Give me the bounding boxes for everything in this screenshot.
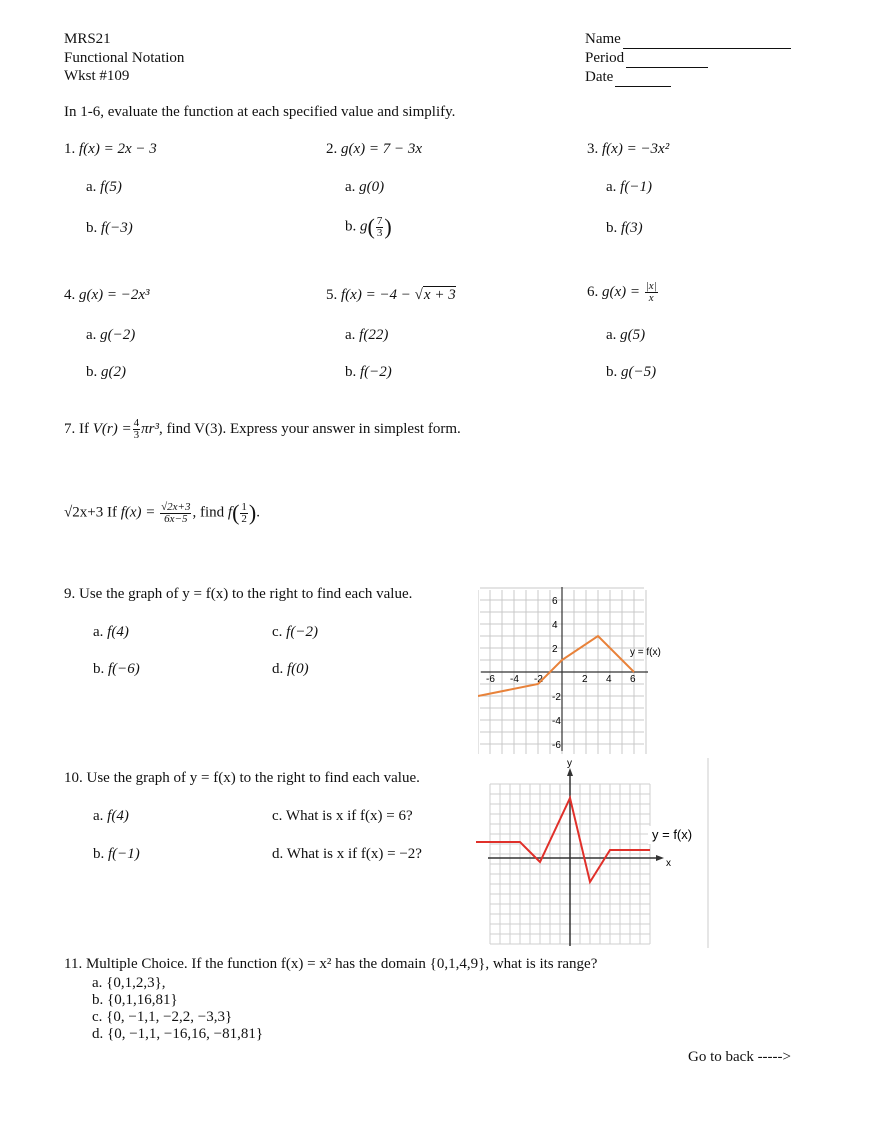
part-label: a. xyxy=(93,624,104,640)
problem-3 xyxy=(587,141,669,158)
problem-1 xyxy=(64,141,157,158)
problem-2b: b. g( $\frac{7}{3}$ ) xyxy=(345,214,392,239)
x-tick-label: -4 xyxy=(510,674,519,685)
problem-10c xyxy=(272,808,413,825)
part-label: c. xyxy=(272,808,283,824)
x-tick-label: -2 xyxy=(534,674,543,685)
x-tick-label: -6 xyxy=(486,674,495,685)
part-expression: f(4) xyxy=(107,808,129,824)
problem-5 xyxy=(326,287,456,304)
function-line xyxy=(476,798,650,882)
choice-b[interactable]: b. {0,1,16,81} xyxy=(92,992,178,1008)
part-label: b. xyxy=(86,364,98,380)
fraction-numerator: √2x+3 xyxy=(161,500,191,513)
problem-number: 9. xyxy=(64,586,76,602)
part-expression: f(5) xyxy=(100,179,122,195)
function-lhs: f(x) = xyxy=(120,504,156,521)
problem-text: If xyxy=(106,504,117,521)
part-label: a. xyxy=(345,179,356,195)
part-expression: f(−2) xyxy=(360,364,392,380)
function-label: y = f(x) xyxy=(652,827,693,842)
problem-function: f(x) = −3x² xyxy=(602,141,670,157)
problem-5b xyxy=(345,364,392,381)
part-expression: f(3) xyxy=(621,220,643,236)
part-label: b. xyxy=(345,218,357,235)
part-label: a. xyxy=(345,327,356,343)
problem-text: Use the graph of y = f(x) to the right to find each value. xyxy=(86,770,420,786)
fraction-denominator: 3 xyxy=(133,429,140,441)
problem-text: If xyxy=(79,420,89,437)
fraction-numerator: 7 xyxy=(376,214,383,227)
part-label: b. xyxy=(606,220,618,236)
y-tick-label: 4 xyxy=(552,620,558,631)
part-label: a. xyxy=(606,179,617,195)
graph-problem-10 xyxy=(474,758,714,953)
part-expression: g(2) xyxy=(101,364,126,380)
part-expression: g(0) xyxy=(359,179,385,195)
part-expression: f(−6) xyxy=(108,661,140,677)
problem-function: g(x) = xyxy=(602,283,641,300)
problem-10 xyxy=(64,770,420,787)
problem-text: , find xyxy=(192,504,225,521)
go-to-back-note: Go to back -----> xyxy=(688,1049,792,1065)
part-expression: f(22) xyxy=(359,327,389,343)
problem-4b xyxy=(86,364,126,381)
fraction-numerator: |x| xyxy=(645,280,657,292)
part-expression: g(−5) xyxy=(621,364,657,380)
student-info-block xyxy=(585,30,791,87)
problem-1a xyxy=(86,179,122,196)
problem-text: Use the graph of y = f(x) to the right to find each value. xyxy=(79,586,413,602)
problem-3a xyxy=(606,179,652,196)
problem-10d xyxy=(272,846,422,863)
problem-9a xyxy=(93,624,129,641)
part-expression: g(5) xyxy=(620,327,646,343)
fraction-denominator: 2 xyxy=(241,512,247,525)
part-expression: f(−1) xyxy=(620,179,652,195)
function-label: y = f(x) xyxy=(630,647,661,658)
choice-d[interactable]: d. {0, −1,1, −16,16, −81,81} xyxy=(92,1026,264,1042)
problem-8: √2x+3 If f(x) = $\frac{√2x+3}{6x-5}$ , find f( $\frac{1}{2}$ ). xyxy=(64,500,260,525)
y-tick-label: -2 xyxy=(552,692,561,703)
x-tick-label: 2 xyxy=(582,674,588,685)
problem-number: 3. xyxy=(587,141,599,157)
radicand: x + 3 xyxy=(423,287,456,303)
period-label: Period xyxy=(585,50,625,66)
fraction-numerator: 4 xyxy=(133,417,140,429)
name-label: Name xyxy=(585,31,621,47)
y-tick-label: -6 xyxy=(552,740,561,751)
fraction-denominator: x xyxy=(648,292,654,304)
part-function-name: f xyxy=(227,504,233,521)
part-expression: What is x if f(x) = 6? xyxy=(285,808,413,824)
worksheet-number: Wkst #109 xyxy=(64,68,130,84)
problem-5a xyxy=(345,327,388,344)
problem-text: , find V(3). Express your answer in simplest form. xyxy=(158,420,461,437)
volume-rhs: πr³ xyxy=(141,420,159,437)
part-label: b. xyxy=(93,846,105,862)
problem-9 xyxy=(64,586,412,603)
y-axis-label: y xyxy=(567,758,572,769)
choice-a[interactable]: a. {0,1,2,3}, xyxy=(92,975,166,991)
problem-number: 1. xyxy=(64,141,76,157)
part-expression: What is x if f(x) = −2? xyxy=(286,846,422,862)
x-tick-label: 6 xyxy=(630,674,636,685)
part-expression: g(−2) xyxy=(100,327,136,343)
y-tick-label: -4 xyxy=(552,716,561,727)
part-label: c. xyxy=(272,624,283,640)
part-label: b. xyxy=(606,364,618,380)
part-expression: f(4) xyxy=(107,624,129,640)
problem-11 xyxy=(64,956,597,973)
problem-number: 5. xyxy=(326,287,338,303)
period: . xyxy=(256,504,260,521)
part-label: a. xyxy=(606,327,617,343)
instructions: In 1-6, evaluate the function at each specified value and simplify. xyxy=(64,104,456,120)
problem-1b xyxy=(86,220,133,237)
part-label: b. xyxy=(345,364,357,380)
course-code: MRS21 xyxy=(64,31,111,47)
date-label: Date xyxy=(585,69,614,85)
choices-list xyxy=(92,975,263,1043)
x-tick-label: 4 xyxy=(606,674,612,685)
fraction-numerator: 1 xyxy=(241,500,247,513)
problem-4 xyxy=(64,287,150,304)
fraction-denominator: 6x−5 xyxy=(164,512,188,525)
problem-function: f(x) = 2x − 3 xyxy=(79,141,157,157)
part-function-name: g xyxy=(360,218,368,235)
problem-6 xyxy=(587,281,659,304)
period-blank[interactable] xyxy=(626,53,708,68)
problem-function: f(x) = −4 − √ xyxy=(341,287,423,303)
problem-number: 6. xyxy=(587,283,599,300)
part-label: d. xyxy=(272,661,284,677)
problem-7 xyxy=(64,418,461,441)
part-label: d. xyxy=(272,846,284,862)
problem-9b xyxy=(93,661,140,678)
volume-lhs: V(r) = xyxy=(92,420,132,437)
problem-function: g(x) = −2x³ xyxy=(79,287,150,303)
x-axis-arrow xyxy=(656,855,664,861)
choice-c[interactable]: c. {0, −1,1, −2,2, −3,3} xyxy=(92,1009,233,1025)
date-blank[interactable] xyxy=(615,72,671,87)
part-expression: f(−2) xyxy=(286,624,318,640)
problem-number: 10. xyxy=(64,770,83,786)
problem-number: 11. xyxy=(64,956,83,972)
part-label: b. xyxy=(93,661,105,677)
y-axis-arrow xyxy=(567,768,573,776)
fraction-denominator: 3 xyxy=(376,226,383,239)
problem-2a xyxy=(345,179,384,196)
part-label: a. xyxy=(93,808,104,824)
problem-number: √2x+3 xyxy=(64,504,104,521)
problem-10b xyxy=(93,846,140,863)
part-label: b. xyxy=(86,220,98,236)
problem-text: Multiple Choice. If the function f(x) = x² has the domain {0,1,4,9}, what is its range? xyxy=(85,956,598,972)
problem-9c xyxy=(272,624,318,641)
problem-6a xyxy=(606,327,645,344)
y-tick-label: 6 xyxy=(552,596,558,607)
problem-number: 7. xyxy=(64,420,76,437)
y-tick-label: 2 xyxy=(552,644,558,655)
problem-number: 4. xyxy=(64,287,76,303)
problem-function: g(x) = 7 − 3x xyxy=(341,141,423,157)
graph-problem-9 xyxy=(478,585,674,755)
problem-2 xyxy=(326,141,422,158)
problem-4a xyxy=(86,327,135,344)
x-axis-label: x xyxy=(666,858,671,869)
problem-6b xyxy=(606,364,656,381)
problem-10a xyxy=(93,808,129,825)
problem-9d xyxy=(272,661,309,678)
problem-3b xyxy=(606,220,643,237)
problem-number: 2. xyxy=(326,141,338,157)
part-expression: f(−3) xyxy=(101,220,133,236)
name-blank[interactable] xyxy=(623,34,791,49)
part-expression: f(0) xyxy=(287,661,309,677)
part-label: a. xyxy=(86,179,97,195)
part-label: a. xyxy=(86,327,97,343)
topic-title: Functional Notation xyxy=(64,50,185,66)
part-expression: f(−1) xyxy=(108,846,140,862)
